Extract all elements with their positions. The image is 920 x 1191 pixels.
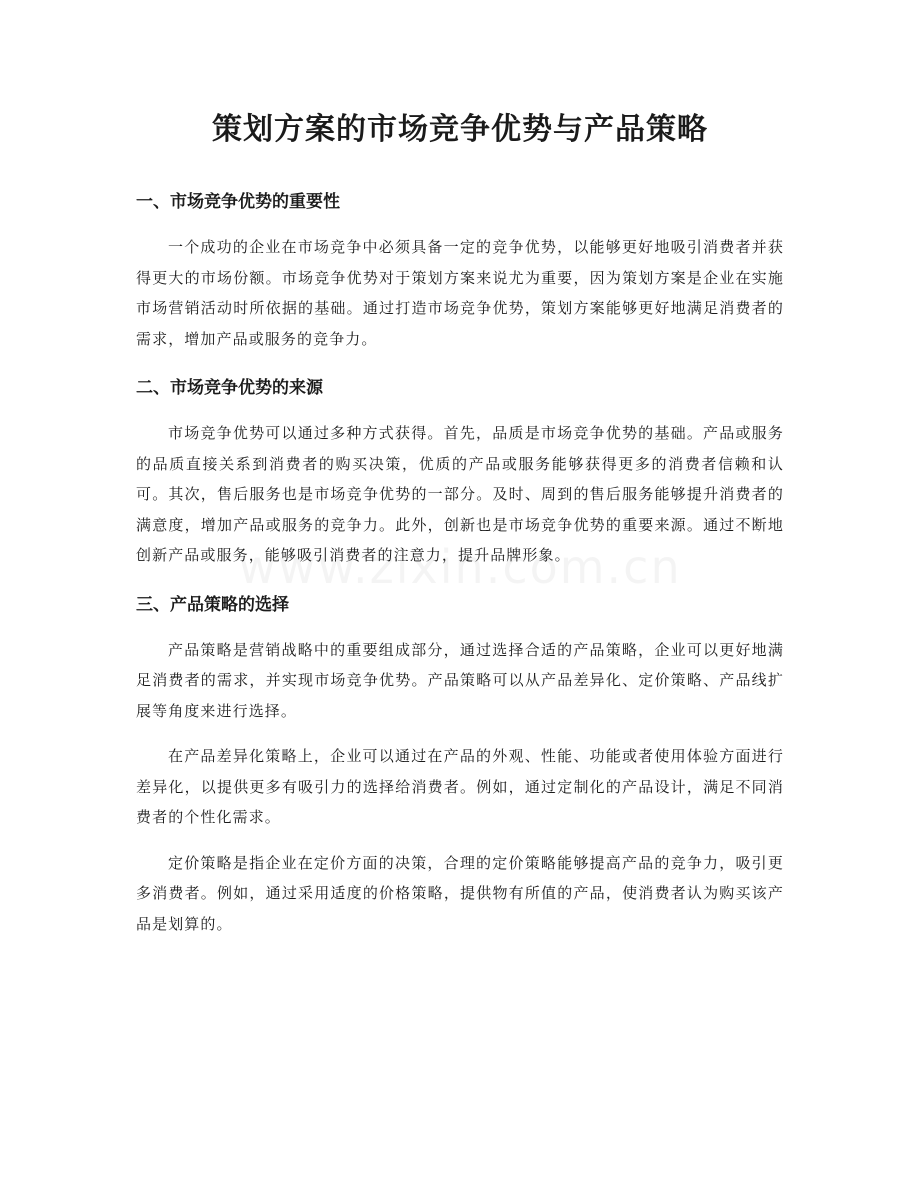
paragraph: 一个成功的企业在市场竞争中必须具备一定的竞争优势，以能够更好地吸引消费者并获得更大的市场份额。市场竞争优势对于策划方案来说尤为重要，因为策划方案是企业在实施市场营销活动时所依据的基础。通过打造市场竞争优势，策划方案能够更好地满足消费者的需求，增加产品或服务的竞争力。 — [136, 238, 784, 348]
section-heading: 二、市场竞争优势的来源 — [136, 378, 323, 398]
section-2 — [136, 370, 784, 571]
section-3 — [136, 587, 784, 940]
paragraph: 市场竞争优势可以通过多种方式获得。首先，品质是市场竞争优势的基础。产品或服务的品质直接关系到消费者的购买决策，优质的产品或服务能够获得更多的消费者信赖和认可。其次，售后服务也是市场竞争优势的一部分。及时、周到的售后服务能够提升消费者的满意度，增加产品或服务的竞争力。此外，创新也是市场竞争优势的重要来源。通过不断地创新产品或服务，能够吸引消费者的注意力，提升品牌形象。 — [136, 424, 784, 564]
section-1 — [136, 184, 784, 354]
paragraph: 产品策略是营销战略中的重要组成部分，通过选择合适的产品策略，企业可以更好地满足消费者的需求，并实现市场竞争优势。产品策略可以从产品差异化、定价策略、产品线扩展等角度来进行选择。 — [136, 640, 784, 720]
paragraph: 在产品差异化策略上，企业可以通过在产品的外观、性能、功能或者使用体验方面进行差异化，以提供更多有吸引力的选择给消费者。例如，通过定制化的产品设计，满足不同消费者的个性化需求。 — [136, 747, 784, 826]
paragraph: 定价策略是指企业在定价方面的决策，合理的定价策略能够提高产品的竞争力，吸引更多消费者。例如，通过采用适度的价格策略，提供物有所值的产品，使消费者认为购买该产品是划算的。 — [136, 853, 784, 933]
document-body — [136, 184, 784, 954]
page-title: 策划方案的市场竞争优势与产品策略 — [212, 112, 708, 147]
section-heading: 一、市场竞争优势的重要性 — [136, 192, 340, 212]
section-heading: 三、产品策略的选择 — [136, 594, 289, 615]
